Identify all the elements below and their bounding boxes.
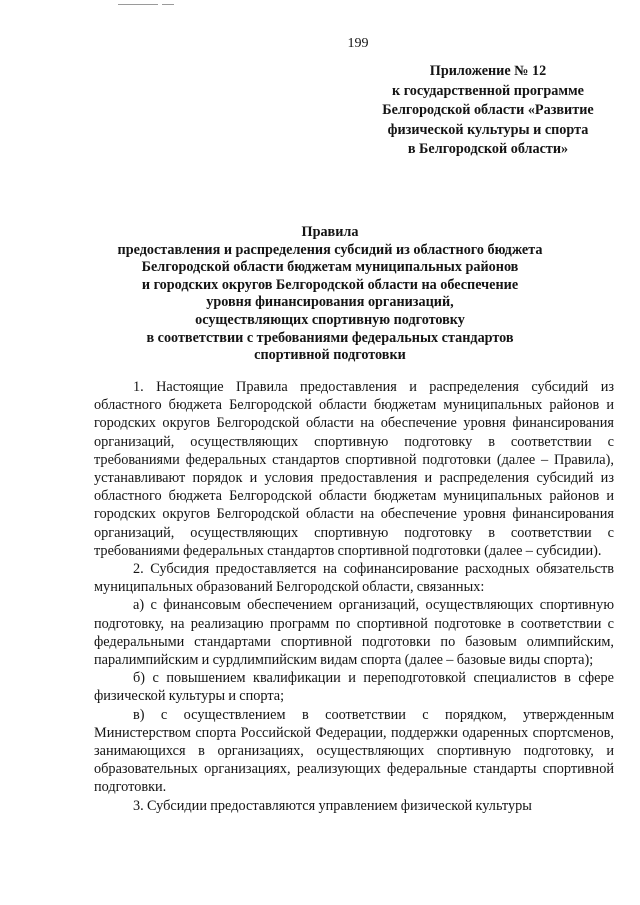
title-line: спортивной подготовки [254, 347, 406, 364]
appendix-line: к государственной программе [392, 82, 584, 99]
paragraph: а) с финансовым обеспечением организаций, осуществляющих спортивную подготовку, на реализацию программ по спортивной подготовке в соответствии с федеральными стандартами спортивной подготовки по базовым олимпийским, паралимпийским и сурдлимпийским видам спорта (далее – базовые виды спорта); [94, 597, 614, 669]
document-body [94, 378, 614, 815]
paragraph: 3. Субсидии предоставляются управлением физической культуры [133, 797, 532, 814]
title-line: предоставления и распределения субсидий из областного бюджета [117, 241, 543, 258]
title-line: и городских округов Белгородской области на обеспечение [141, 276, 519, 293]
appendix-header [358, 62, 618, 160]
scan-artifact-line [162, 4, 174, 5]
paragraph: 2. Субсидия предоставляется на софинансирование расходных обязательств муниципальных образований Белгородской области, связанных: [94, 561, 614, 596]
appendix-line: физической культуры и спорта [387, 121, 589, 138]
paragraph: б) с повышением квалификации и переподготовкой специалистов в сфере физической культуры и спорта; [94, 670, 614, 705]
title-line: уровня финансирования организаций, [206, 294, 454, 311]
title-line: Белгородской области бюджетам муниципальных районов [141, 259, 519, 276]
title-line: Правила [301, 224, 359, 240]
scan-artifact-line [118, 4, 158, 5]
appendix-line: Белгородской области «Развитие [382, 102, 594, 118]
appendix-line: Приложение № 12 [429, 63, 547, 79]
document-title [90, 224, 570, 365]
appendix-line: в Белгородской области» [407, 141, 569, 157]
page-number: 199 [347, 36, 369, 51]
title-line: осуществляющих спортивную подготовку [195, 311, 465, 328]
paragraph: в) с осуществлением в соответствии с порядком, утвержденным Министерством спорта Российской Федерации, поддержки одаренных спортсменов, занимающихся в организациях, осуществляющих спортивную подготовку, и образовательных организациях, реализующих федеральные стандарты спортивной подготовки. [94, 706, 614, 796]
paragraph: 1. Настоящие Правила предоставления и распределения субсидий из областного бюджета Белгородской области бюджетам муниципальных районов и городских округов Белгородской области на обеспечение уровня финансирования организаций, осуществляющих спортивную подготовку в соответствии с требованиями федеральных стандартов спортивной подготовки (далее – Правила), устанавливают порядок и условия предоставления и распределения субсидий из областного бюджета Белгородской области бюджетам муниципальных районов и городских округов Белгородской области на обеспечение уровня финансирования организаций, осуществляющих спортивную подготовку в соответствии с требованиями федеральных стандартов спортивной подготовки (далее – субсидии). [94, 379, 614, 559]
title-line: в соответствии с требованиями федеральных стандартов [146, 329, 514, 346]
